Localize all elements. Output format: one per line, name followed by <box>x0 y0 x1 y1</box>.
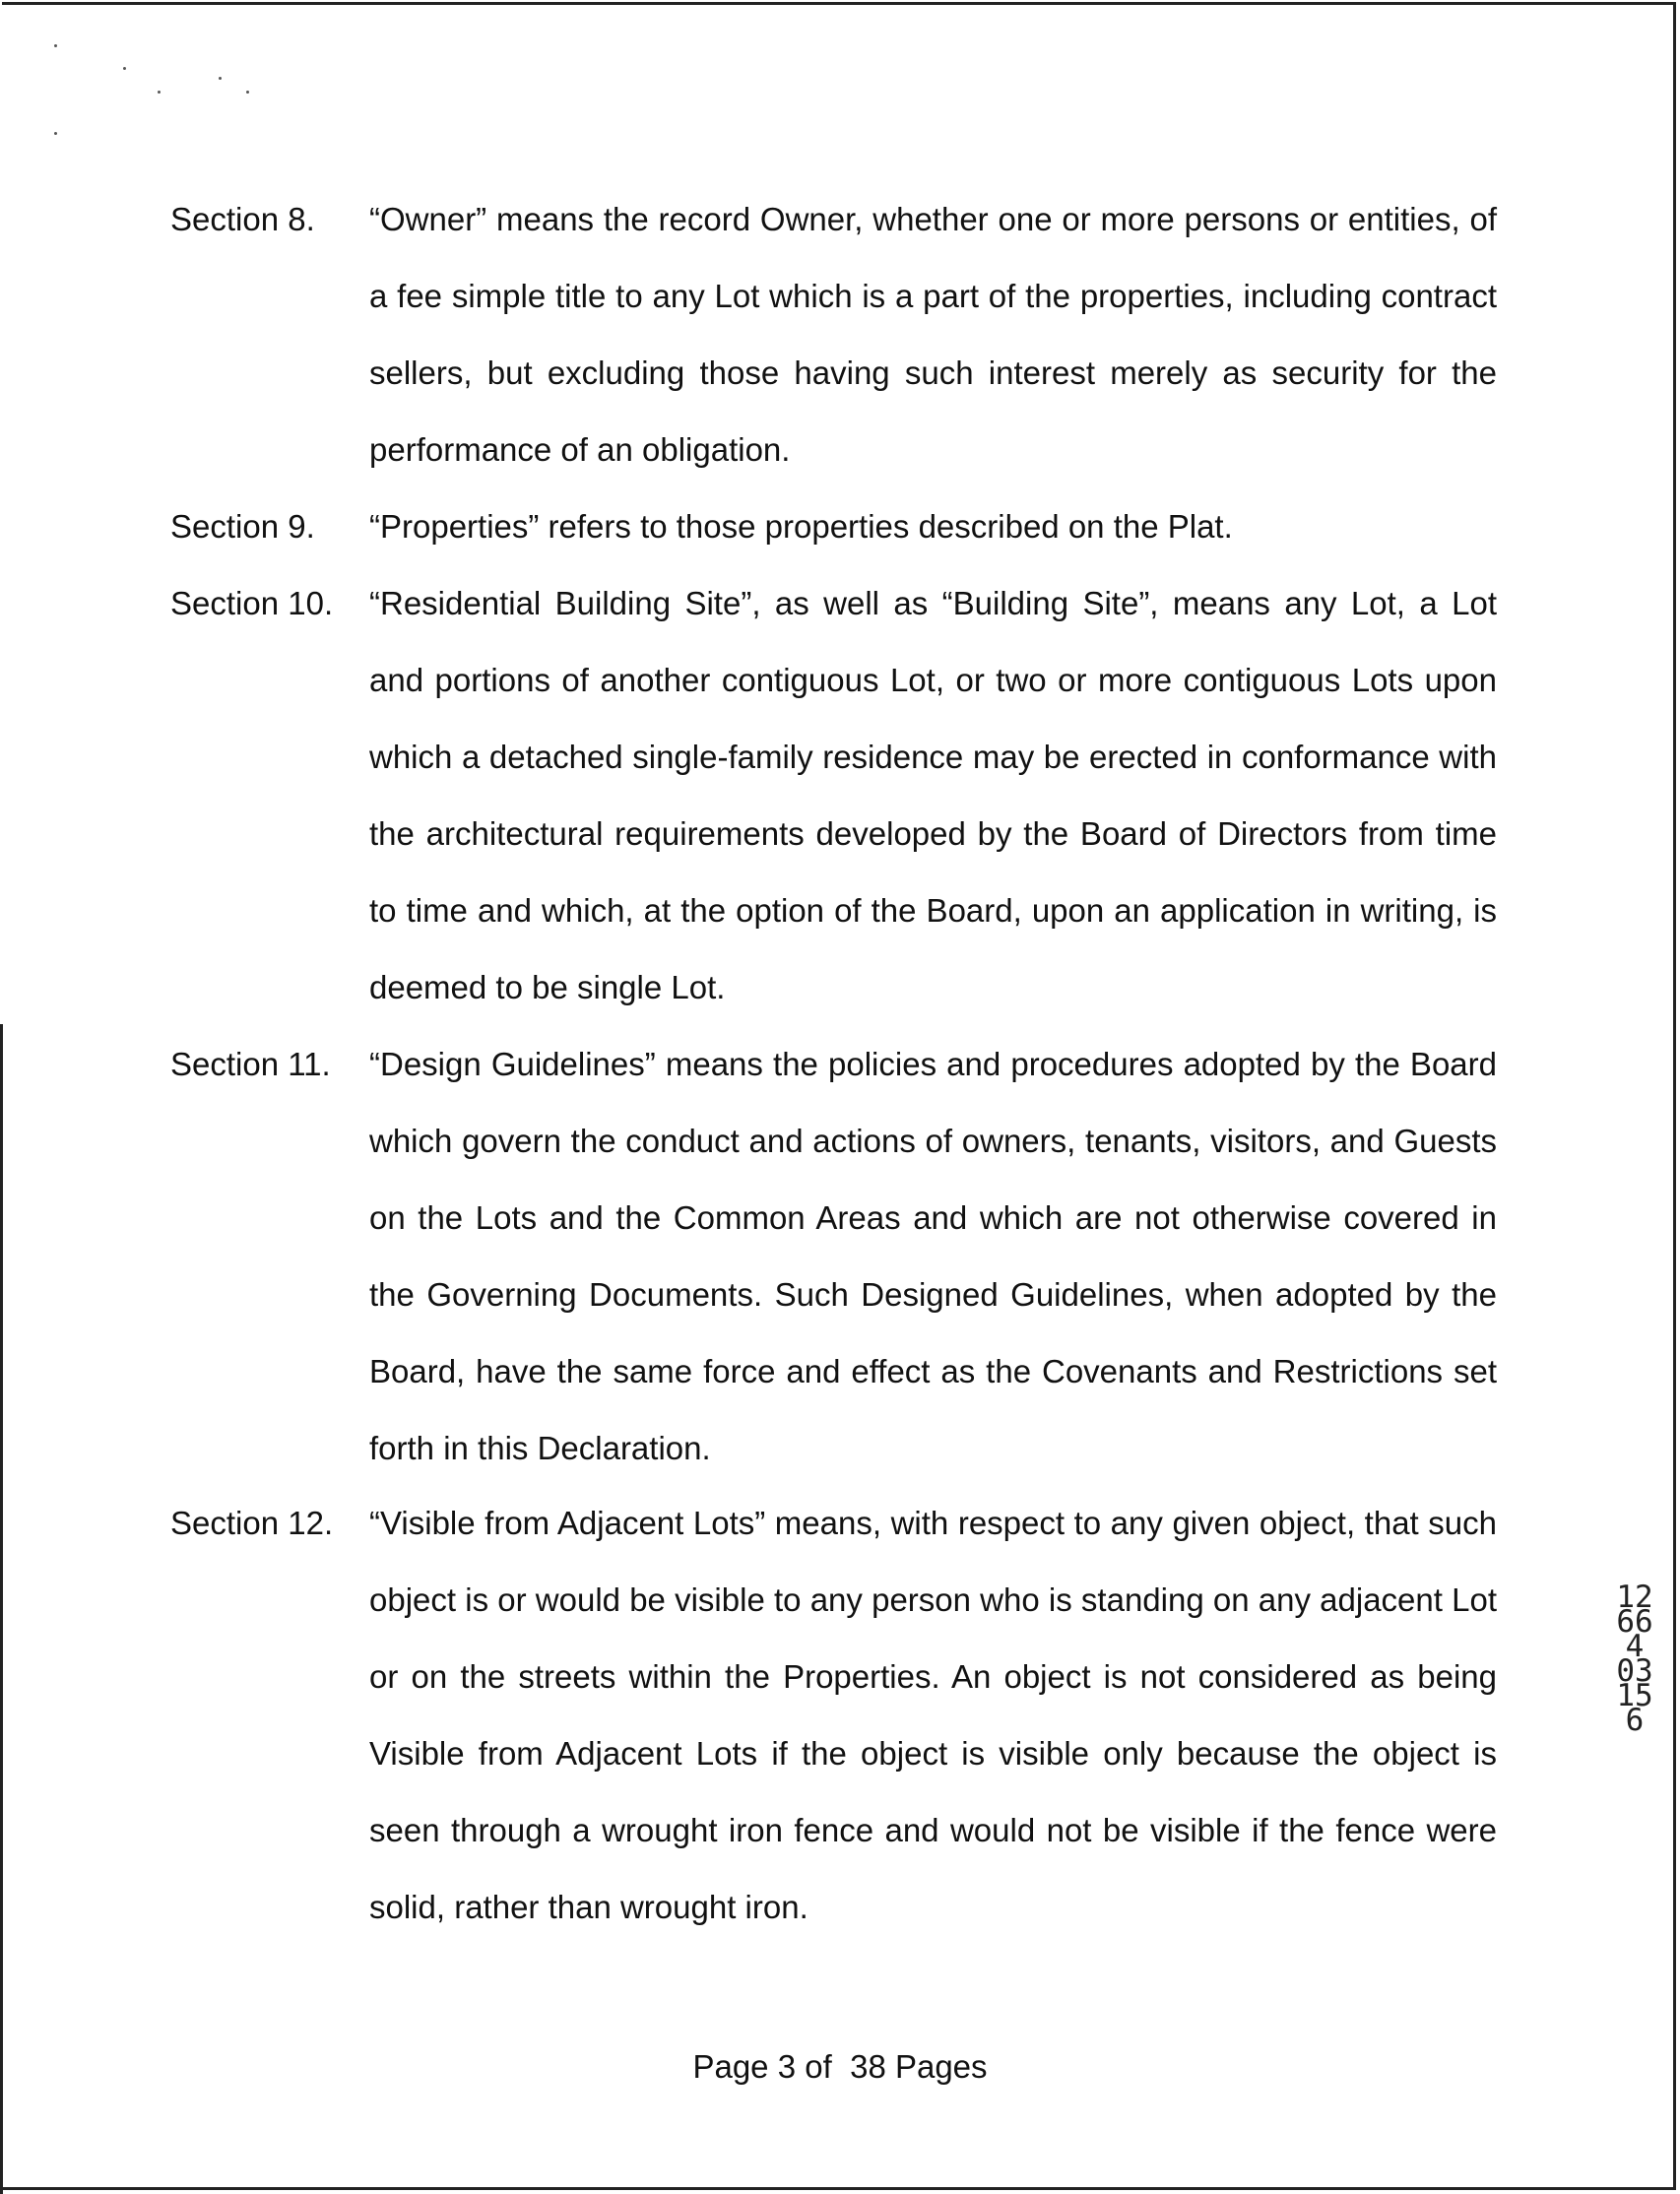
scan-speck <box>246 91 249 94</box>
section-9-label: Section 9. <box>170 508 315 545</box>
recording-stamp: 12664 03156 <box>1616 1580 1662 1738</box>
scan-speck <box>123 67 126 70</box>
scan-speck <box>158 91 161 94</box>
section-10-label: Section 10. <box>170 585 334 621</box>
scan-speck <box>54 44 57 47</box>
section-10-text: “Residential Building Site”, as well as “Building Site”, means any Lot, a Lot and portions of another contiguous Lot, or two or more contiguous Lots upon which a detached single-family residence may be erected in conformance with the architectural requirements developed by the Board of Directors from time to time and which, at the option of the Board, upon an application in writing, is deemed to be single Lot. <box>369 585 1497 1005</box>
section-8-label: Section 8. <box>170 201 315 237</box>
section-9-text: “Properties” refers to those properties described on the Plat. <box>369 508 1233 545</box>
page-number-footer: Page 3 of 38 Pages <box>692 2048 988 2085</box>
scan-edge-mark <box>0 1024 3 2194</box>
section-8-text: “Owner” means the record Owner, whether one or more persons or entities, of a fee simple title to any Lot which is a part of the properties, including contract sellers, but excluding those having such interest merely as security for the performance of an obligation. <box>369 201 1497 468</box>
section-11-label: Section 11. <box>170 1046 331 1082</box>
scan-speck <box>54 132 57 135</box>
section-11-text: “Design Guidelines” means the policies and procedures adopted by the Board which govern the conduct and actions of owners, tenants, visitors, and Guests on the Lots and the Common Areas and which are not otherwise covered in the Governing Documents. Such Designed Guidelines, when adopted by the Board, have the same force and effect as the Covenants and Restrictions set forth in this Declaration. <box>369 1046 1497 1466</box>
scan-speck <box>219 77 222 80</box>
section-12-text: “Visible from Adjacent Lots” means, with respect to any given object, that such object is or would be visible to any person who is standing on any adjacent Lot or on the streets within the Properties. An object is not considered as being Visible from Adjacent Lots if the object is visible only because the object is seen through a wrought iron fence and would not be visible if the fence were solid, rather than wrought iron. <box>369 1505 1497 1925</box>
section-12-label: Section 12. <box>170 1505 334 1541</box>
